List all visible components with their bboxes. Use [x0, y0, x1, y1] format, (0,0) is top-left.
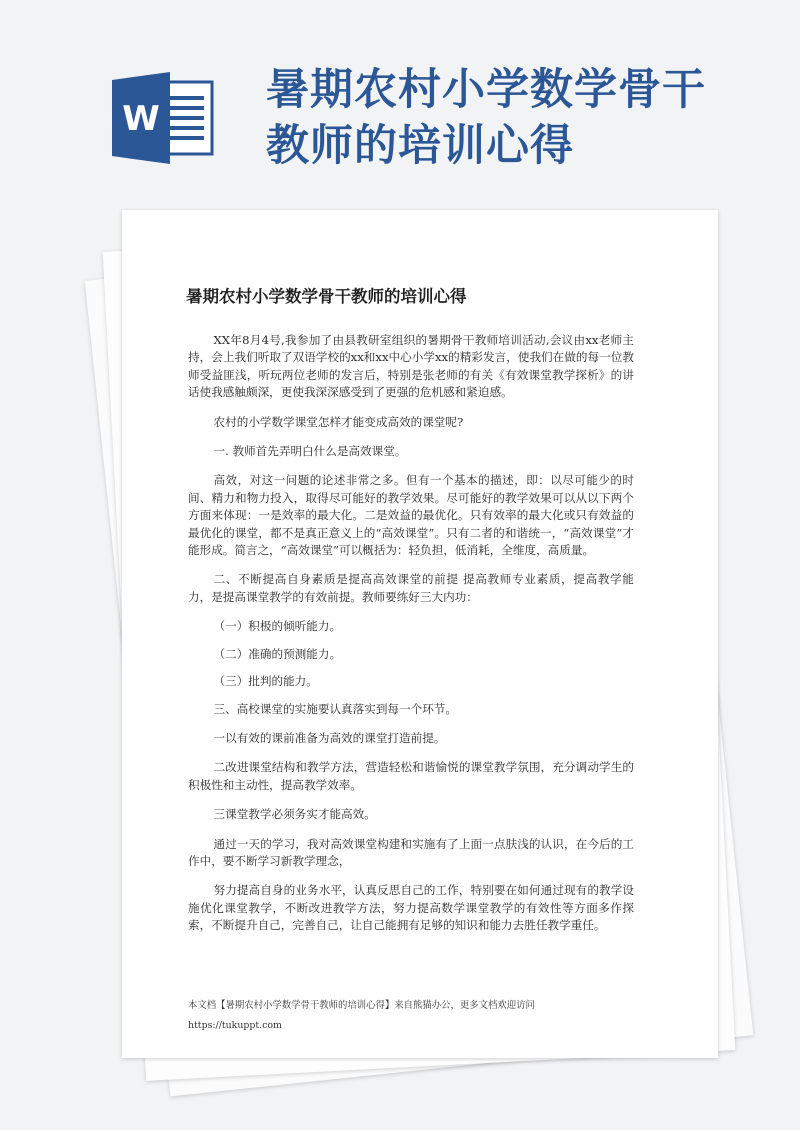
document-page: [122, 210, 718, 1058]
banner-title-line-2: 教师的培训心得: [266, 121, 574, 171]
word-document-icon: [112, 72, 217, 164]
svg-text:W: W: [122, 99, 160, 139]
paragraph: 农村的小学数学课堂怎样才能变成高效的课堂呢?: [213, 414, 464, 429]
paragraph: （三）批判的能力。: [213, 674, 318, 689]
document-body: [188, 286, 634, 947]
footer-link[interactable]: https://tukuppt.com: [188, 1020, 282, 1031]
paragraph: 三、高校课堂的实施要认真落实到每一个环节。: [213, 701, 457, 716]
footer-source-text: 本文档【暑期农村小学数学骨干教师的培训心得】来自熊猫办公，更多文档欢迎访问: [188, 1000, 535, 1011]
banner-title-line-1: 暑期农村小学数学骨干: [266, 65, 706, 115]
paragraph: 二、不断提高自身素质是提高高效课堂的前提 提高教师专业素质，提高教学能力，是提高课堂教学的有效前提。教师要练好三大内功：: [188, 572, 634, 604]
banner: [0, 0, 800, 210]
banner-title: [266, 62, 786, 174]
paragraph: （二）准确的预测能力。: [213, 646, 342, 661]
paragraph: 一以有效的课前准备为高效的课堂打造前提。: [213, 730, 446, 745]
paragraph: 通过一天的学习，我对高效课堂构建和实施有了上面一点肤浅的认识，在今后的工作中，要不断学习新教学理念，: [188, 836, 634, 868]
paragraph: XX年8月4号,我参加了由县教研室组织的暑期骨干教师培训活动,会议由xx老师主持，会上我们听取了双语学校的xx和xx中心小学xx的精彩发言，使我们在做的每一位教师受益匪浅，听玩两位老师的发言后，特别是张老师的有关《有效课堂教学探析》的讲话使我感触颇深，更使我深深感受到了更强的危机感和紧迫感。: [188, 333, 634, 400]
paragraph: 三课堂教学必须务实才能高效。: [213, 807, 376, 822]
document-title: 暑期农村小学数学骨干教师的培训心得: [186, 287, 467, 306]
paragraph: 高效，对这一问题的论述非常之多。但有一个基本的描述，即：以尽可能少的时间、精力和物力投入，取得尽可能好的教学效果。尽可能好的教学效果可以从以下两个方面来体现：一是效率的最大化。二是效益的最优化。只有效率的最大化或只有效益的最优化的课堂，都不是真正意义上的“高效课堂”。只有二者的和谐统一，“高效课堂”才能形成。简言之，“高效课堂”可以概括为：轻负担，低消耗，全维度，高质量。: [188, 473, 634, 558]
paragraph: 二改进课堂结构和教学方法，营造轻松和谐愉悦的课堂教学氛围，充分调动学生的积极性和主动性，提高教学效率。: [188, 760, 634, 792]
paragraph: （一）积极的倾听能力。: [213, 619, 342, 634]
document-footer: [188, 996, 648, 1036]
paragraph: 努力提高自身的业务水平，认真反思自己的工作，特别要在如何通过现有的教学设施优化课堂教学，不断改进教学方法，努力提高数学课堂教学的有效性等方面多作探索，不断提升自己，完善自己，让自己能拥有足够的知识和能力去胜任教学重任。: [188, 883, 634, 933]
paragraph: 一. 教师首先弄明白什么是高效课堂。: [213, 444, 407, 459]
